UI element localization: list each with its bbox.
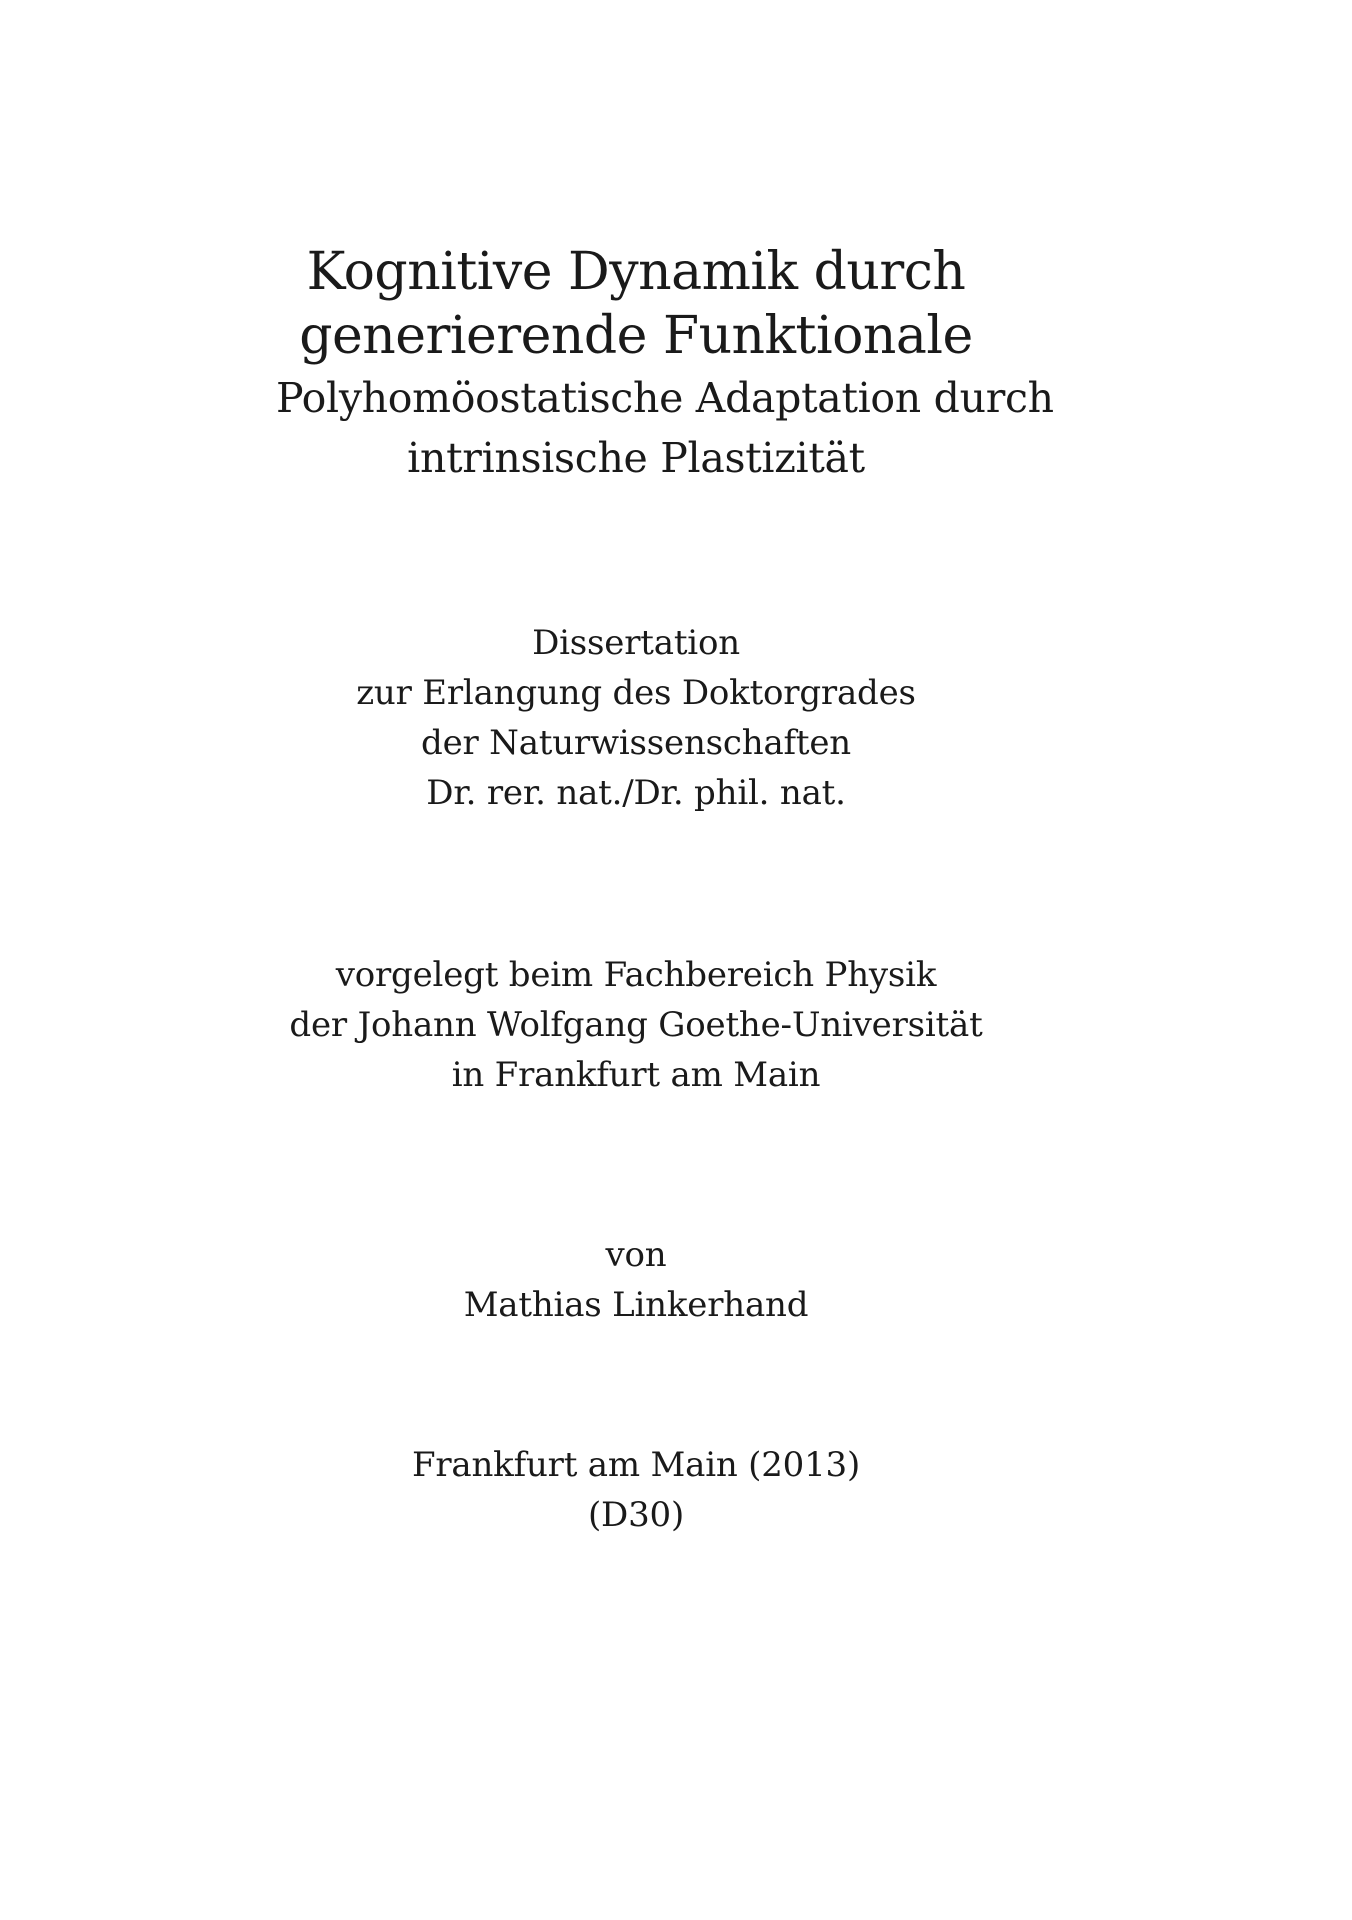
degree-title: Dr. rer. nat./Dr. phil. nat. [426, 773, 846, 813]
thesis-title-block [276, 240, 1054, 488]
degree-field: der Naturwissenschaften [421, 723, 851, 763]
author-block [276, 1230, 996, 1330]
thesis-subtitle-line-1: Polyhomöostatische Adaptation durch [276, 374, 1054, 422]
thesis-title-line-1: Kognitive Dynamik durch [306, 242, 966, 302]
place-date-block [276, 1440, 996, 1540]
university-code: (D30) [587, 1495, 685, 1535]
place-and-year: Frankfurt am Main (2013) [411, 1445, 861, 1485]
thesis-title-line-2: generierende Funktionale [299, 306, 973, 366]
submission-department: vorgelegt beim Fachbereich Physik [335, 955, 937, 995]
submission-university: der Johann Wolfgang Goethe-Universität [289, 1005, 983, 1045]
dissertation-label: Dissertation [532, 623, 740, 663]
submission-block [276, 950, 996, 1100]
author-name: Mathias Linkerhand [463, 1285, 809, 1325]
dissertation-block [276, 618, 996, 818]
thesis-subtitle-line-2: intrinsische Plastizität [407, 434, 865, 482]
author-by: von [605, 1235, 667, 1275]
degree-purpose: zur Erlangung des Doktorgrades [356, 673, 916, 713]
submission-city: in Frankfurt am Main [451, 1055, 821, 1095]
